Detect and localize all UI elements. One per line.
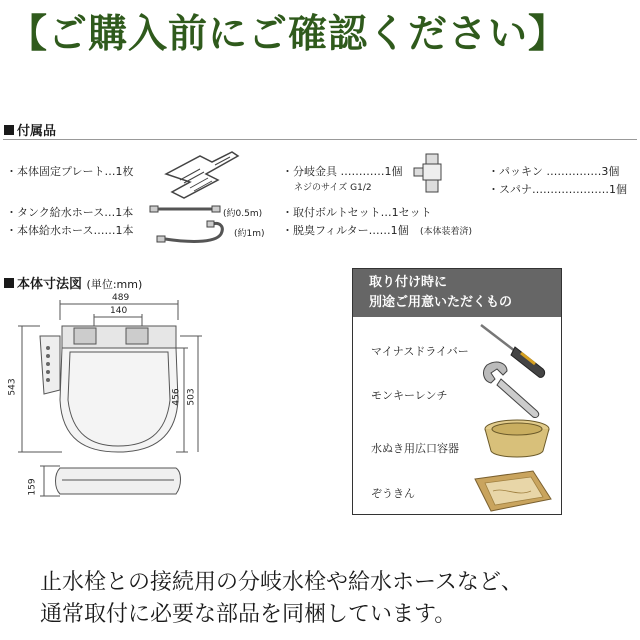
wrench-icon — [479, 359, 549, 419]
square-bullet-icon — [4, 125, 14, 135]
accessory-screw-size: ネジのサイズ G1/2 — [294, 183, 372, 193]
dim-width-489: 489 — [112, 293, 130, 303]
dimensions-unit: (単位:mm) — [86, 278, 143, 291]
accessory-packing: ・パッキン ……………3個 — [488, 165, 620, 178]
accessory-tank-hose-length: (約0.5m) — [223, 209, 263, 219]
rag-icon — [471, 469, 555, 513]
accessory-body-hose: ・本体給水ホース……1本 — [6, 224, 134, 237]
square-bullet-icon — [4, 278, 14, 288]
body-hose-icon — [155, 218, 235, 250]
dim-depth-543: 543 — [7, 378, 18, 396]
accessory-tank-hose: ・タンク給水ホース…1本 — [6, 206, 134, 219]
accessory-body-hose-length: (約1m) — [234, 229, 265, 239]
footer-line-2: 通常取付に必要な部品を同梱しています。 — [40, 602, 457, 627]
prepare-item-container: 水ぬき用広口容器 — [371, 442, 459, 455]
accessories-section-title — [4, 120, 56, 139]
tank-hose-icon — [150, 202, 222, 216]
accessory-filter-note: (本体装着済) — [420, 227, 473, 237]
footer-line-1: 止水栓との接続用の分岐水栓や給水ホースなど、 — [40, 570, 523, 595]
dim-456: 456 — [171, 388, 182, 406]
accessory-spanner: ・スパナ…………………1個 — [488, 183, 627, 196]
accessory-deodorizing-filter: ・脱臭フィルター……1個 — [282, 224, 409, 237]
prepare-item-screwdriver: マイナスドライバー — [371, 345, 469, 358]
dim-503: 503 — [186, 388, 197, 406]
base-plate-icon — [160, 148, 240, 200]
container-bowl-icon — [481, 417, 553, 463]
prepare-item-wrench: モンキーレンチ — [371, 389, 448, 402]
accessory-branch-fitting: ・分岐金具 …………1個 — [282, 165, 403, 178]
dim-width-140: 140 — [110, 306, 128, 316]
accessory-bolt-set: ・取付ボルトセット…1セット — [282, 206, 432, 219]
prepare-item-rag: ぞうきん — [371, 487, 415, 500]
page-header-title: 【ご購入前にご確認ください】 — [8, 12, 569, 57]
accessory-base-plate: ・本体固定プレート…1枚 — [6, 165, 134, 178]
prepare-box-title-line2: 別途ご用意いただくもの — [369, 295, 513, 310]
branch-fitting-icon — [412, 152, 452, 194]
prepare-box-title-line1: 取り付け時に — [369, 275, 448, 290]
dim-height-159: 159 — [27, 478, 38, 496]
section-divider — [3, 139, 637, 140]
dimensions-title-text: 本体寸法図 — [17, 277, 83, 292]
prepare-items-box — [352, 268, 562, 515]
prepare-box-header — [353, 269, 561, 317]
accessories-title-text: 付属品 — [17, 124, 57, 139]
